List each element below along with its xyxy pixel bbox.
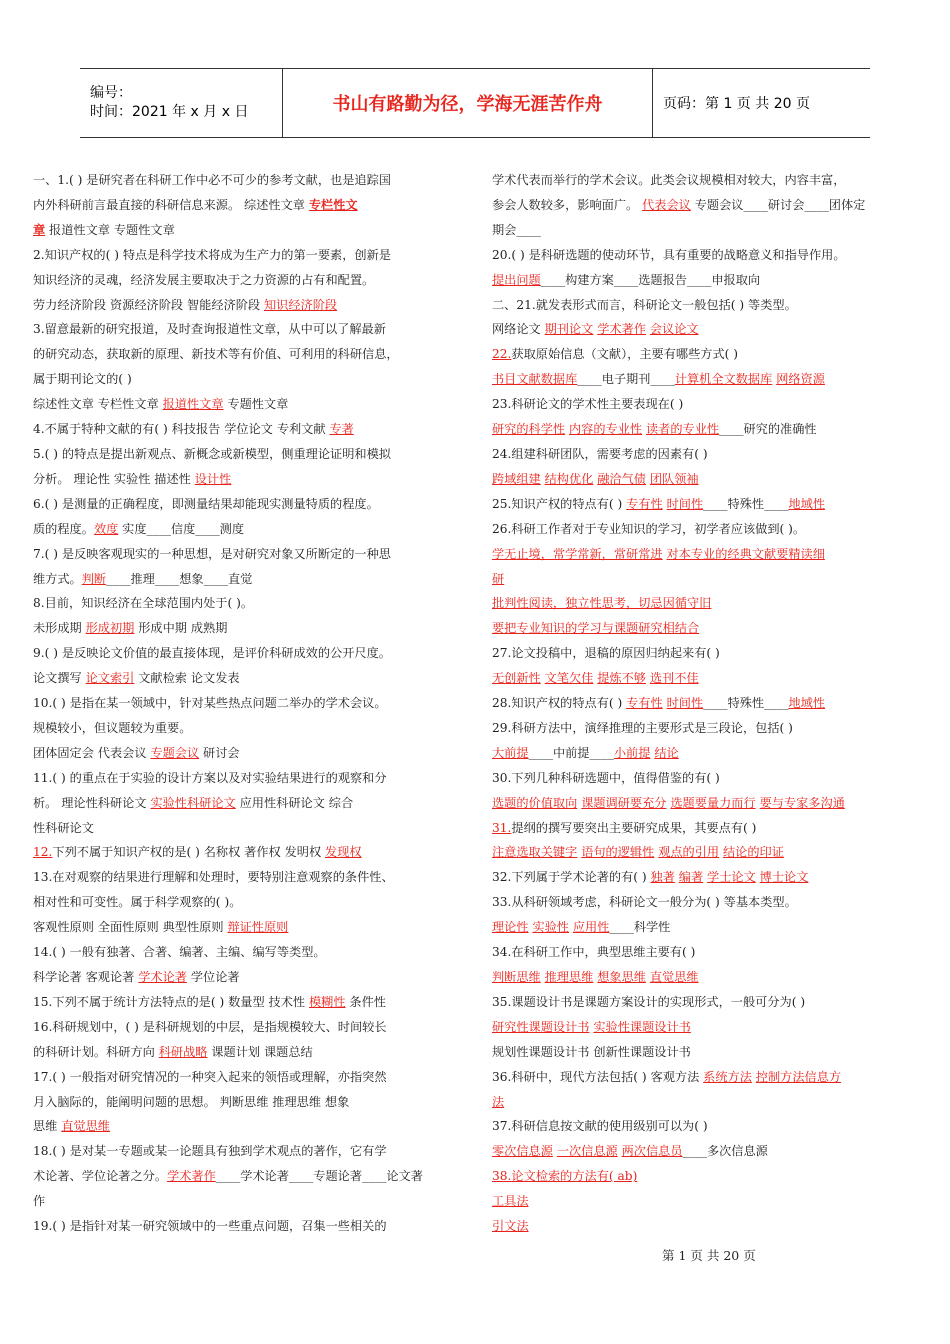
question-text: ____研究的准确性	[719, 422, 817, 437]
document-number-label: 编号：	[90, 85, 132, 101]
question-text: 网络论文	[492, 322, 545, 337]
text-line	[33, 218, 463, 243]
answer-text: 计算机全文数据库	[674, 372, 773, 387]
text-line	[33, 367, 463, 392]
question-text: 14.( ) 一般有独著、合著、编著、主编、编写等类型。	[33, 945, 326, 960]
answer-text: 专题会议	[150, 745, 200, 760]
answer-text: 学术著作	[597, 322, 646, 337]
text-line	[33, 492, 463, 517]
question-text: 20.( ) 是科研选题的使动环节，具有重要的战略意义和指导作用。	[492, 247, 846, 262]
text-line	[33, 517, 463, 542]
answer-text: 代表会议	[642, 197, 691, 212]
answer-text: 推理思维	[544, 970, 594, 984]
answer-text: 直觉思维	[649, 970, 699, 984]
text-line	[492, 816, 924, 841]
question-text: 实度____信度____测度	[118, 521, 245, 536]
answer-text: 要把专业知识的学习与课题研究相结合	[492, 621, 700, 636]
text-line	[33, 1164, 463, 1189]
answer-text: 科研战略	[158, 1044, 208, 1059]
header-motto: 书山有路勤为径，学海无涯苦作舟	[332, 94, 603, 115]
answer-text: 批判性阅读，独立性思考，切忌因循守旧	[492, 596, 712, 611]
question-text: 9.( ) 是反映论文价值的最直接体现，是评价科研成效的公开尺度。	[33, 646, 391, 661]
text-line	[33, 542, 463, 567]
answer-text: 博士论文	[759, 870, 809, 885]
question-text: 月入脑际的，能阐明问题的思想。 判断思维 推理思维 想象	[33, 1094, 350, 1109]
text-line	[492, 243, 924, 268]
text-line	[492, 616, 924, 641]
question-text: 析。 理论性科研论文	[33, 795, 151, 810]
answer-text: 时间性	[666, 696, 704, 711]
text-line	[492, 392, 924, 417]
text-line	[33, 691, 463, 716]
question-text: ____多次信息源	[682, 1144, 768, 1159]
answer-text: 提炼不够	[597, 671, 646, 686]
answer-text: 实验性科研论文	[150, 795, 236, 810]
text-line	[492, 965, 924, 990]
question-text: 37.科研信息按文献的使用级别可以为( )	[492, 1119, 708, 1134]
question-text: 获取原始信息（文献），主要有哪些方式( )	[511, 347, 739, 362]
answer-text: 实验性	[532, 920, 569, 935]
question-text: 分析。 理论性 实验性 描述性	[33, 471, 195, 486]
question-text: 规划性课题设计书 创新性课题设计书	[492, 1044, 691, 1059]
question-text: 条件性	[345, 994, 386, 1009]
answer-text: 形成初期	[85, 621, 135, 636]
answer-text: 网络资源	[776, 372, 825, 387]
answer-text: 应用性	[572, 920, 610, 935]
question-text: 4.不属于特种文献的有( ) 科技报告 学位论文 专利文献	[33, 422, 330, 437]
question-text: 的研究动态，获取新的原理、新技术等有价值、可利用的科研信息，	[33, 347, 399, 362]
text-line	[492, 517, 924, 542]
question-text: 32.下列属于学术论著的有( )	[492, 870, 651, 885]
text-line	[492, 317, 924, 342]
question-text: 思维	[33, 1119, 62, 1134]
question-text: 知识经济的灵魂，经济发展主要取决于之力资源的占有和配置。	[33, 272, 375, 287]
question-text: ____特殊性____	[703, 496, 789, 511]
answer-text: 跨域组建	[492, 471, 541, 486]
left-column	[33, 168, 463, 1239]
text-line	[492, 1114, 924, 1139]
question-text: 19.( ) 是指针对某一研究领域中的一些重点问题，召集一些相关的	[33, 1219, 387, 1234]
question-text: 规模较小，但议题较为重要。	[33, 720, 192, 735]
answer-text: 论文索引	[85, 671, 135, 686]
question-text: 7.( ) 是反映客观现实的一种思想，是对研究对象又所断定的一种思	[33, 546, 391, 561]
answer-text: 独著	[650, 870, 675, 885]
answer-text: 专有性	[626, 496, 663, 511]
answer-text: 结论的印证	[723, 845, 784, 860]
answer-text: 零次信息源	[492, 1144, 553, 1159]
text-line	[492, 791, 924, 816]
text-line	[492, 567, 924, 592]
text-line	[33, 442, 463, 467]
question-text: 学位论著	[187, 970, 240, 984]
question-text: 的科研计划。科研方向	[33, 1044, 159, 1059]
answer-text: 地域性	[788, 496, 826, 511]
text-line	[33, 317, 463, 342]
question-text: 课题计划 课题总结	[207, 1044, 313, 1059]
question-text: 形成中期 成熟期	[134, 621, 228, 636]
answer-text: 会议论文	[649, 322, 699, 337]
question-text: 6.( ) 是测量的正确程度，即测量结果却能现实测量特质的程度。	[33, 496, 379, 511]
question-text: 28.知识产权的特点有( )	[492, 696, 627, 711]
question-text: 5.( ) 的特点是提出新观点、新概念或新模型，侧重理论证明和模拟	[33, 446, 391, 461]
answer-text: 时间性	[666, 496, 704, 511]
answer-text: 31.	[492, 820, 512, 835]
text-line	[33, 865, 463, 890]
text-line	[33, 243, 463, 268]
text-line	[492, 417, 924, 442]
answer-text: 判断	[81, 571, 107, 586]
text-line	[33, 990, 463, 1015]
answer-text: 结论	[654, 745, 679, 760]
answer-text: 学士论文	[707, 870, 756, 885]
question-text: ____中前提____	[528, 745, 614, 760]
question-text: 研讨会	[199, 745, 240, 760]
question-text: 参会人数较多，影响面广。	[492, 197, 643, 212]
page-header	[80, 68, 870, 138]
text-line	[33, 268, 463, 293]
answer-text: 专著	[329, 422, 354, 437]
text-line	[492, 342, 924, 367]
question-text: 11.( ) 的重点在于实验的设计方案以及对实验结果进行的观察和分	[33, 770, 387, 785]
text-line	[492, 1040, 924, 1065]
text-line	[492, 741, 924, 766]
text-line	[492, 1164, 924, 1189]
question-text: 术论著、学位论著之分。	[33, 1169, 168, 1184]
answer-text: 学术著作	[167, 1169, 216, 1184]
question-text: ____科学性	[609, 920, 671, 935]
answer-text: 章	[33, 222, 46, 237]
text-line	[492, 691, 924, 716]
text-line	[33, 1139, 463, 1164]
header-motto-cell	[283, 69, 653, 137]
text-line	[492, 840, 924, 865]
question-text: 科学论著 客观论著	[33, 970, 139, 984]
answer-text: 法	[492, 1094, 505, 1109]
text-line	[33, 392, 463, 417]
question-text: ____推理____想象____直觉	[106, 571, 253, 586]
answer-text: 读者的专业性	[646, 422, 720, 437]
text-line	[33, 1214, 463, 1239]
text-line	[33, 741, 463, 766]
question-text: 25.知识产权的特点有( )	[492, 496, 627, 511]
answer-text: 无创新性	[492, 671, 541, 686]
answer-text: 模糊性	[308, 994, 346, 1009]
text-line	[33, 1040, 463, 1065]
answer-text: 注意选取关键字	[492, 845, 578, 860]
answer-text: 选刊不佳	[649, 671, 699, 686]
text-line	[33, 417, 463, 442]
answer-text: 设计性	[194, 471, 232, 486]
answer-text: 系统方法	[703, 1069, 752, 1084]
answer-text: 报道性文章	[162, 397, 224, 412]
question-text: 论文撰写	[33, 671, 86, 686]
answer-text: 书目文献数据库	[492, 372, 578, 387]
question-text: 26.科研工作者对于专业知识的学习，初学者应该做到( )。	[492, 521, 806, 536]
text-line	[33, 1065, 463, 1090]
answer-text: 实验性课题设计书	[593, 1019, 691, 1034]
page-footer: 第 1 页 共 20 页	[662, 1248, 756, 1263]
question-text: 36.科研中，现代方法包括( ) 客观方法	[492, 1069, 704, 1084]
answer-text: 研究的科学性	[492, 422, 566, 437]
answer-text: 学术论著	[138, 970, 187, 984]
question-text: 性科研论文	[33, 820, 94, 835]
text-line	[492, 865, 924, 890]
text-line	[492, 193, 924, 218]
question-text: 17.( ) 一般指对研究情况的一种突入起来的领悟或理解，亦指突然	[33, 1069, 387, 1084]
question-text: 33.从科研领域考虑，科研论文一般分为( ) 等基本类型。	[492, 895, 797, 910]
answer-text: 文笔欠佳	[544, 671, 594, 686]
question-text: 下列不属于知识产权的是( ) 名称权 著作权 发明权	[52, 845, 326, 860]
answer-text: 辩证性原则	[227, 920, 289, 935]
answer-text: 引文法	[492, 1219, 529, 1234]
text-line	[492, 1090, 924, 1115]
text-line	[492, 1015, 924, 1040]
text-line	[33, 616, 463, 641]
question-text: 相对性和可变性。属于科学观察的( )。	[33, 895, 242, 910]
question-text: 客观性原则 全面性原则 典型性原则	[33, 920, 228, 935]
question-text: 学术代表而举行的学术会议。此类会议规模相对较大，内容丰富，	[492, 173, 846, 187]
answer-text: 团队领袖	[649, 471, 699, 486]
answer-text: 一次信息源	[556, 1144, 618, 1159]
question-text: 提纲的撰写要突出主要研究成果，其要点有( )	[511, 820, 757, 835]
text-line	[492, 641, 924, 666]
text-line	[33, 766, 463, 791]
answer-text: 想象思维	[597, 970, 646, 984]
text-line	[492, 940, 924, 965]
question-text: 文献检索 论文发表	[134, 671, 240, 686]
text-line	[492, 168, 924, 193]
question-text: 8.目前，知识经济在全球范围内处于( )。	[33, 596, 254, 611]
question-text: 2.知识产权的( ) 特点是科学技术将成为生产力的第一要素，创新是	[33, 247, 391, 262]
text-line	[492, 1065, 924, 1090]
question-text: 34.在科研工作中，典型思维主要有( )	[492, 945, 696, 960]
question-text: 期会____	[492, 222, 541, 237]
text-line	[492, 915, 924, 940]
question-text: 二、21.就发表形式而言，科研论文一般包括( ) 等类型。	[492, 297, 797, 312]
text-line	[492, 367, 924, 392]
text-line	[33, 193, 463, 218]
answer-text: 观点的引用	[658, 845, 720, 860]
question-text: 10.( ) 是指在某一领域中，针对某些热点问题二举办的学术会议。	[33, 696, 387, 711]
text-line	[492, 890, 924, 915]
answer-text: 选题的价值取向	[492, 795, 578, 810]
answer-text: 大前提	[492, 745, 529, 760]
text-line	[492, 990, 924, 1015]
question-text: 35.课题设计书是课题方案设计的实现形式，一般可分为( )	[492, 994, 806, 1009]
answer-text: 选题要量力而行	[670, 795, 756, 810]
answer-text: 直觉思维	[61, 1119, 110, 1134]
question-text: 16.科研规划中，( ) 是科研规划的中层，是指规模较大、时间较长	[33, 1019, 387, 1034]
text-line	[33, 716, 463, 741]
answer-text: 专有性	[626, 696, 663, 711]
text-line	[33, 1114, 463, 1139]
text-line	[492, 268, 924, 293]
text-line	[492, 716, 924, 741]
text-line	[492, 666, 924, 691]
header-page-info: 页码：第 1 页 共 20 页	[663, 96, 810, 112]
question-text: 团体固定会 代表会议	[33, 745, 151, 760]
text-line	[33, 168, 463, 193]
question-text: 质的程度。	[33, 521, 94, 536]
question-text: ____学术论著____专题论著____论文著	[215, 1169, 423, 1184]
answer-text: 理论性	[492, 920, 529, 935]
question-text: ____特殊性____	[703, 696, 789, 711]
question-text: ____电子期刊____	[577, 372, 675, 387]
text-line	[492, 293, 924, 318]
answer-text: 课题调研要充分	[581, 795, 667, 810]
answer-text: 研究性课题设计书	[492, 1019, 590, 1034]
question-text: 劳力经济阶段 资源经济阶段 智能经济阶段	[33, 297, 264, 312]
question-text: 23.科研论文的学术性主要表现在( )	[492, 397, 684, 412]
document-time-label: 时间：2021 年 x 月 x 日	[90, 104, 249, 120]
text-line	[492, 467, 924, 492]
text-line	[492, 442, 924, 467]
question-text: 属于期刊论文的( )	[33, 372, 132, 387]
answer-text: 效度	[93, 521, 119, 536]
text-line	[33, 1090, 463, 1115]
text-line	[33, 940, 463, 965]
answer-text: 提出问题	[492, 272, 541, 287]
answer-text: 编著	[678, 870, 704, 885]
text-line	[492, 492, 924, 517]
text-line	[492, 591, 924, 616]
answer-text: 控制方法信息方	[755, 1069, 842, 1084]
text-line	[33, 467, 463, 492]
question-text: 18.( ) 是对某一专题或某一论题具有独到学术观点的著作，它有学	[33, 1144, 387, 1159]
answer-text: 知识经济阶段	[264, 297, 338, 312]
answer-text: 期刊论文	[544, 322, 594, 337]
question-text: 内外科研前言最直接的科研信息来源。 综述性文章	[33, 197, 309, 212]
text-line	[33, 1015, 463, 1040]
text-line	[492, 1139, 924, 1164]
question-text: 专题会议____研讨会____团体定	[690, 197, 866, 212]
text-line	[33, 567, 463, 592]
text-line	[492, 1214, 924, 1239]
text-line	[492, 542, 924, 567]
text-line	[33, 1189, 463, 1214]
question-text: 专题性文章	[223, 397, 289, 412]
answer-text: 小前提	[613, 745, 651, 760]
answer-text: 判断思维	[492, 970, 541, 984]
answer-text: 内容的专业性	[569, 422, 643, 437]
answer-text: 两次信息员	[621, 1144, 683, 1159]
answer-text: 工具法	[492, 1194, 529, 1209]
answer-text: 要与专家多沟通	[759, 795, 845, 810]
answer-text: 12.	[33, 845, 53, 860]
question-text: 27.论文投稿中，退稿的原因归纳起来有( )	[492, 646, 720, 661]
text-line	[33, 965, 463, 990]
question-text: 维方式。	[33, 571, 82, 586]
header-page-cell	[653, 69, 870, 137]
question-text: 作	[33, 1194, 46, 1209]
header-meta-cell	[80, 69, 283, 137]
question-text: 15.下列不属于统计方法特点的是( ) 数量型 技术性	[33, 994, 309, 1009]
question-text: 应用性科研论文 综合	[235, 795, 354, 810]
text-line	[492, 1189, 924, 1214]
text-line	[33, 816, 463, 841]
answer-text: 学无止境，常学常新，常研常进	[492, 546, 663, 561]
text-line	[33, 293, 463, 318]
answer-text: 融洽气债	[597, 471, 646, 486]
text-line	[33, 840, 463, 865]
text-line	[33, 641, 463, 666]
question-text: 24.组建科研团队，需要考虑的因素有( )	[492, 446, 708, 461]
answer-text: 地域性	[788, 696, 826, 711]
question-text: 报道性文章 专题性文章	[45, 222, 175, 237]
answer-text: 22.	[492, 347, 512, 362]
question-text: 3.留意最新的研究报道，及时查询报道性文章，从中可以了解最新	[33, 322, 386, 337]
text-line	[33, 791, 463, 816]
question-text: 29.科研方法中，演绎推理的主要形式是三段论，包括( )	[492, 720, 793, 735]
question-text: 30.下列几种科研选题中，值得借鉴的有( )	[492, 770, 720, 785]
answer-text: 专栏性文	[308, 197, 358, 212]
answer-text: 研	[492, 571, 505, 586]
answer-text: 语句的逻辑性	[581, 845, 655, 860]
answer-text: 发现权	[325, 845, 362, 860]
question-text: 未形成期	[33, 621, 86, 636]
text-line	[33, 591, 463, 616]
question-text: 13.在对观察的结果进行理解和处理时，要特别注意观察的条件性、	[33, 870, 394, 885]
text-line	[33, 890, 463, 915]
text-line	[492, 218, 924, 243]
question-text: 一、1.( ) 是研究者在科研工作中必不可少的参考文献，也是追踪国	[33, 173, 391, 187]
right-column	[492, 168, 924, 1239]
answer-text: 38.论文检索的方法有( ab)	[492, 1169, 638, 1184]
text-line	[33, 915, 463, 940]
answer-text: 对本专业的经典文献要精读细	[666, 546, 825, 561]
question-text: ____构建方案____选题报告____申报取向	[540, 272, 761, 287]
question-text: 综述性文章 专栏性文章	[33, 397, 163, 412]
text-line	[33, 666, 463, 691]
text-line	[492, 766, 924, 791]
text-line	[33, 342, 463, 367]
answer-text: 结构优化	[544, 471, 594, 486]
